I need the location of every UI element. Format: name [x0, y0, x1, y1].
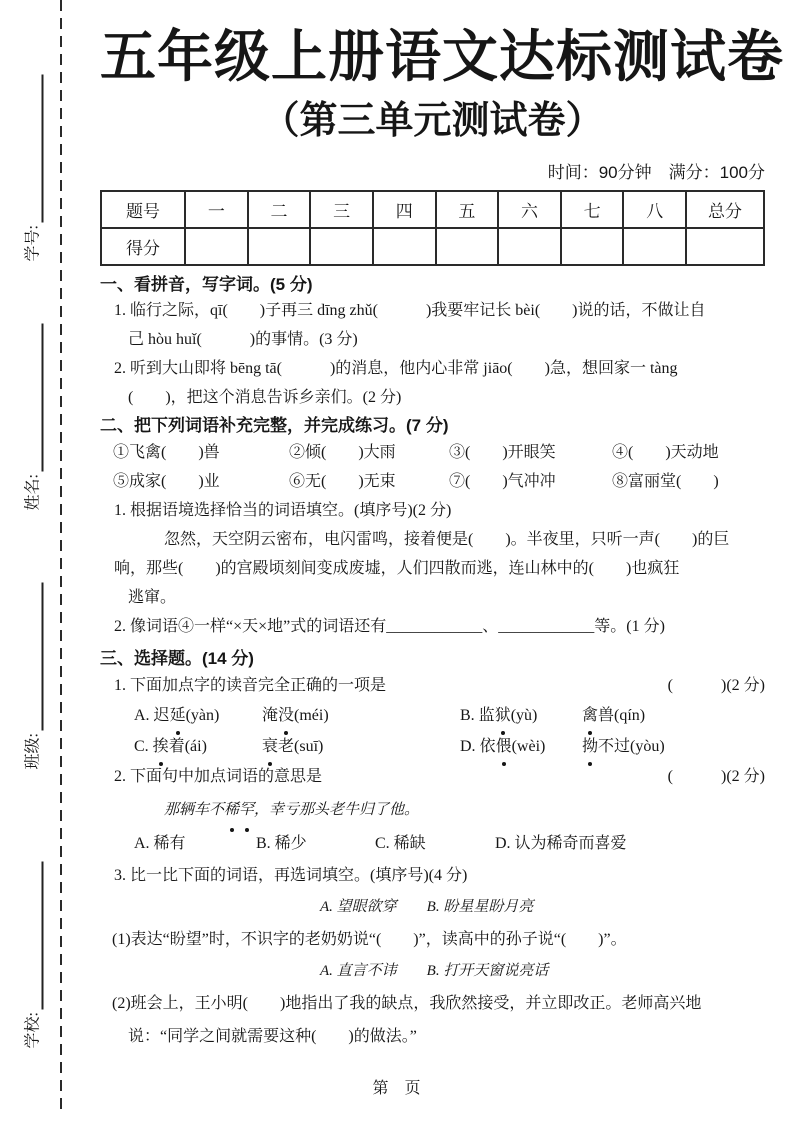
emphasis-dot-char: 稀 — [224, 792, 239, 828]
s1-q1-line2: 己 hòu huǐ( )的事情。(3 分) — [128, 331, 358, 348]
score-empty-cell — [310, 228, 373, 265]
s3-q2-options — [100, 828, 765, 860]
s3-q3: 3. 比一比下面的词语，再选词填空。(填序号)(4 分) — [114, 867, 468, 884]
score-empty-cell — [373, 228, 436, 265]
class-label: 班级: — [24, 733, 42, 770]
school-label: 学校: — [24, 1012, 42, 1049]
score-col-1: 一 — [185, 191, 248, 228]
emphasis-dot-char: 偎 — [496, 731, 512, 762]
score-col-2: 二 — [248, 191, 311, 228]
score-empty-cell — [185, 228, 248, 265]
emphasis-dot-char: 拗 — [582, 731, 598, 762]
word-item-4: ④( )天动地 — [612, 444, 719, 461]
s2-q1-para-line2: 响，那些( )的宫殿顷刻间变成废墟，人们四散而逃，连山林中的( )也疯狂 — [114, 560, 680, 577]
emphasis-dot-char: 延 — [170, 700, 186, 731]
word-item-6: ⑥无( )无束 — [289, 473, 396, 490]
s3-q1-answer-blank: ( )(2 分) — [667, 677, 765, 694]
score-col-total: 总分 — [686, 191, 764, 228]
s2-q1-para-line3: 逃窜。 — [128, 589, 177, 606]
option-b2: 禽兽(qín) — [582, 700, 765, 731]
word-item-3: ③( )开眼笑 — [449, 444, 556, 461]
emphasis-dot-char: 挨 — [153, 731, 169, 762]
score-empty-cell — [498, 228, 561, 265]
option-d: D. 依偎(wèi) — [460, 731, 582, 762]
score-col-5: 五 — [436, 191, 499, 228]
score-row-label: 得分 — [101, 228, 185, 265]
s3-q3-item2-line2: 说：“同学之间就需要这种( )的做法。” — [128, 1028, 417, 1045]
option-c2: 衰老(suī) — [262, 731, 460, 762]
s3-q3-item1: (1)表达“盼望”时，不识字的老奶奶说“( )”，读高中的孙子说“( )”。 — [112, 931, 627, 948]
option-d: D. 认为稀奇而喜爱 — [495, 835, 627, 852]
option-c: C. 挨着(ái) — [134, 731, 262, 762]
student-name-label: 姓名: — [24, 474, 42, 511]
s3-q3-choices-1: A. 望眼欲穿 B. 盼星星盼月亮 — [320, 899, 534, 915]
paper-content — [100, 0, 784, 1053]
option-d2: 拗不过(yòu) — [582, 731, 765, 762]
s3-q2-text: 2. 下面句中加点词语的意思是 — [114, 768, 323, 785]
score-empty-cell — [248, 228, 311, 265]
word-item-1: ①飞禽( )兽 — [113, 444, 220, 461]
time-score-info: 时间：90分钟 满分：100分 — [547, 163, 765, 182]
emphasis-dot-char: 禽 — [582, 700, 598, 731]
s3-q1-options-row1 — [100, 700, 765, 731]
option-c: C. 稀缺 — [375, 835, 426, 852]
word-item-7: ⑦( )气冲冲 — [449, 473, 556, 490]
score-empty-cell — [623, 228, 686, 265]
s3-q3-choices-2: A. 直言不讳 B. 打开天窗说亮话 — [320, 963, 549, 979]
emphasis-dot-char: 衰 — [262, 731, 278, 762]
student-name-field — [22, 306, 44, 511]
section-one-heading: 一、看拼音，写字词。(5 分) — [100, 275, 313, 294]
s2-words-row2 — [100, 467, 765, 496]
emphasis-dot-char: 没 — [278, 700, 294, 731]
school-field — [22, 844, 44, 1049]
option-a: A. 迟延(yàn) — [134, 700, 262, 731]
score-col-3: 三 — [310, 191, 373, 228]
page-subtitle: （第三单元测试卷） — [261, 100, 604, 142]
s3-q2 — [100, 762, 765, 792]
score-empty-cell — [686, 228, 764, 265]
section-three-heading: 三、选择题。(14 分) — [100, 649, 254, 668]
student-name-blank-line — [26, 323, 44, 471]
fold-line — [60, 0, 62, 1113]
score-table-corner: 题号 — [101, 191, 185, 228]
s3-q3-item2-line1: (2)班会上，王小明( )地指出了我的缺点，我欣然接受，并立即改正。老师高兴地 — [112, 995, 702, 1012]
score-empty-cell — [436, 228, 499, 265]
option-b: B. 稀少 — [256, 835, 307, 852]
option-a: A. 稀有 — [134, 835, 186, 852]
score-col-8: 八 — [623, 191, 686, 228]
class-blank-line — [26, 582, 44, 730]
score-table-header-row — [101, 191, 764, 228]
emphasis-dot-char: 狱 — [495, 700, 511, 731]
score-empty-cell — [561, 228, 624, 265]
student-number-blank-line — [26, 74, 44, 222]
s3-q2-example-sentence: 那辆车不稀罕，幸亏那头老牛归了他。 — [100, 792, 765, 828]
s2-q1-para-line1: 忽然，天空阴云密布，电闪雷鸣，接着便是( )。半夜里，只听一声( )的巨 — [164, 531, 730, 548]
score-table — [100, 190, 765, 266]
s2-q2: 2. 像词语④一样“×天×地”式的词语还有____________、____________等。(1 分) — [114, 618, 665, 635]
score-col-7: 七 — [561, 191, 624, 228]
score-col-4: 四 — [373, 191, 436, 228]
emphasis-dot-char: 罕 — [239, 792, 254, 828]
s3-q1 — [100, 671, 765, 700]
option-a2: 淹没(méi) — [262, 700, 460, 731]
score-table-score-row — [101, 228, 764, 265]
student-number-field — [22, 57, 44, 262]
score-col-6: 六 — [498, 191, 561, 228]
word-item-8: ⑧富丽堂( ) — [612, 473, 719, 490]
s1-q2-line1: 2. 听到大山即将 bēng tā( )的消息，他内心非常 jiāo( )急，想回家一 tàng — [114, 360, 678, 377]
s2-q1: 1. 根据语境选择恰当的词语填空。(填序号)(2 分) — [114, 502, 452, 519]
word-item-5: ⑤成家( )业 — [113, 473, 220, 490]
s3-q1-options-row2 — [100, 731, 765, 762]
class-field — [22, 565, 44, 770]
s1-q1-line1: 1. 临行之际，qī( )子再三 dīng zhǔ( )我要牢记长 bèi( )说的话，不做让自 — [114, 302, 706, 319]
page-number-footer: 第 页 — [372, 1080, 421, 1097]
s1-q2-line2: ( )，把这个消息告诉乡亲们。(2 分) — [128, 389, 402, 406]
school-blank-line — [26, 861, 44, 1009]
s2-words-row1 — [100, 438, 765, 467]
page-title: 五年级上册语文达标测试卷 — [100, 25, 784, 88]
option-b: B. 监狱(yù) — [460, 700, 582, 731]
s3-q1-text: 1. 下面加点字的读音完全正确的一项是 — [114, 677, 387, 694]
student-number-label: 学号: — [24, 225, 42, 262]
word-item-2: ②倾( )大雨 — [289, 444, 396, 461]
s3-q2-answer-blank: ( )(2 分) — [667, 768, 765, 785]
section-two-heading: 二、把下列词语补充完整，并完成练习。(7 分) — [100, 416, 449, 435]
